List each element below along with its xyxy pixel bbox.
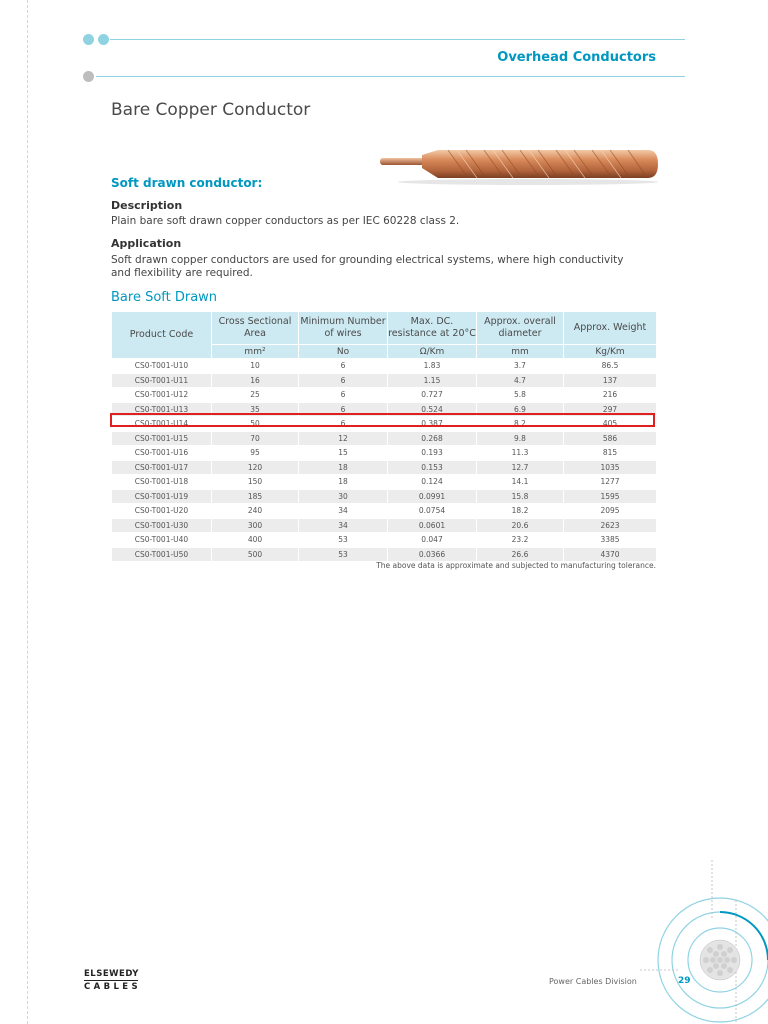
spec-table-body	[112, 359, 657, 562]
cell-dc-resistance: 0.387	[388, 417, 477, 432]
cell-cross-section: 240	[212, 504, 299, 519]
cell-weight: 216	[564, 388, 657, 403]
cell-dc-resistance: 0.0991	[388, 489, 477, 504]
cell-diameter: 18.2	[477, 504, 564, 519]
cell-dc-resistance: 0.0754	[388, 504, 477, 519]
cell-min-wires: 6	[299, 388, 388, 403]
description-text: Plain bare soft drawn copper conductors as per IEC 60228 class 2.	[111, 215, 460, 227]
logo-line-2: CABLES	[84, 982, 142, 992]
description-label: Description	[111, 199, 183, 212]
table-row	[112, 446, 657, 461]
table-row	[112, 460, 657, 475]
cell-min-wires: 30	[299, 489, 388, 504]
cell-diameter: 23.2	[477, 533, 564, 548]
cell-min-wires: 18	[299, 475, 388, 490]
col-header-weight: Approx. Weight	[564, 312, 657, 345]
cell-diameter: 3.7	[477, 359, 564, 374]
cell-weight: 3385	[564, 533, 657, 548]
cell-weight: 815	[564, 446, 657, 461]
cell-weight: 1595	[564, 489, 657, 504]
header-rule-top	[110, 39, 685, 40]
cell-min-wires: 12	[299, 431, 388, 446]
cell-min-wires: 6	[299, 417, 388, 432]
cell-min-wires: 18	[299, 460, 388, 475]
cell-min-wires: 53	[299, 533, 388, 548]
cell-cross-section: 150	[212, 475, 299, 490]
cell-min-wires: 6	[299, 359, 388, 374]
cell-diameter: 12.7	[477, 460, 564, 475]
cell-diameter: 14.1	[477, 475, 564, 490]
cell-product-code: CS0-T001-U30	[112, 518, 212, 533]
cell-weight: 1277	[564, 475, 657, 490]
cell-diameter: 11.3	[477, 446, 564, 461]
cell-product-code: CS0-T001-U10	[112, 359, 212, 374]
cell-min-wires: 34	[299, 518, 388, 533]
cell-dc-resistance: 1.15	[388, 373, 477, 388]
page-title: Bare Copper Conductor	[111, 100, 311, 120]
cell-diameter: 6.9	[477, 402, 564, 417]
cell-weight: 2623	[564, 518, 657, 533]
cell-weight: 405	[564, 417, 657, 432]
page-edge-guide	[27, 0, 28, 1024]
table-row	[112, 533, 657, 548]
cell-product-code: CS0-T001-U17	[112, 460, 212, 475]
cell-weight: 586	[564, 431, 657, 446]
table-row	[112, 431, 657, 446]
cell-cross-section: 25	[212, 388, 299, 403]
elsewedy-logo	[84, 969, 140, 992]
table-title: Bare Soft Drawn	[111, 290, 218, 305]
cell-product-code: CS0-T001-U14	[112, 417, 212, 432]
cell-min-wires: 6	[299, 373, 388, 388]
col-header-dc-resistance: Max. DC. resistance at 20°C	[388, 312, 477, 345]
section-title: Soft drawn conductor:	[111, 176, 263, 190]
cell-cross-section: 95	[212, 446, 299, 461]
cell-diameter: 8.2	[477, 417, 564, 432]
cell-cross-section: 120	[212, 460, 299, 475]
cell-product-code: CS0-T001-U12	[112, 388, 212, 403]
cell-dc-resistance: 0.047	[388, 533, 477, 548]
cell-weight: 1035	[564, 460, 657, 475]
table-row	[112, 402, 657, 417]
cell-dc-resistance: 0.268	[388, 431, 477, 446]
unit-weight: Kg/Km	[564, 345, 657, 359]
cell-product-code: CS0-T001-U11	[112, 373, 212, 388]
cell-min-wires: 34	[299, 504, 388, 519]
cell-cross-section: 300	[212, 518, 299, 533]
cell-weight: 297	[564, 402, 657, 417]
application-text: Soft drawn copper conductors are used for grounding electrical systems, where high conductivity and flexibility are required.	[111, 254, 624, 279]
cell-diameter: 15.8	[477, 489, 564, 504]
cell-cross-section: 70	[212, 431, 299, 446]
unit-cross-section: mm²	[212, 345, 299, 359]
cell-cross-section: 10	[212, 359, 299, 374]
cell-dc-resistance: 0.524	[388, 402, 477, 417]
cell-dc-resistance: 0.727	[388, 388, 477, 403]
cell-cross-section: 500	[212, 547, 299, 562]
unit-diameter: mm	[477, 345, 564, 359]
header-dot-2	[98, 34, 109, 45]
cell-product-code: CS0-T001-U20	[112, 504, 212, 519]
cell-product-code: CS0-T001-U40	[112, 533, 212, 548]
table-row	[112, 417, 657, 432]
cell-product-code: CS0-T001-U18	[112, 475, 212, 490]
spec-table	[111, 311, 657, 562]
cell-diameter: 9.8	[477, 431, 564, 446]
col-header-min-wires: Minimum Number of wires	[299, 312, 388, 345]
cell-dc-resistance: 1.83	[388, 359, 477, 374]
table-row	[112, 504, 657, 519]
table-row	[112, 475, 657, 490]
cell-min-wires: 6	[299, 402, 388, 417]
table-row	[112, 388, 657, 403]
table-row	[112, 547, 657, 562]
footer-division: Power Cables Division	[549, 977, 637, 986]
table-row	[112, 373, 657, 388]
cell-dc-resistance: 0.193	[388, 446, 477, 461]
page-number: 29	[678, 976, 691, 986]
header-title: Overhead Conductors	[497, 50, 656, 65]
cell-dc-resistance: 0.0601	[388, 518, 477, 533]
cable-cross-section-emblem	[640, 860, 768, 1024]
cell-product-code: CS0-T001-U13	[112, 402, 212, 417]
col-header-diameter: Approx. overall diameter	[477, 312, 564, 345]
logo-rule	[84, 980, 138, 981]
cell-min-wires: 15	[299, 446, 388, 461]
cell-diameter: 5.8	[477, 388, 564, 403]
application-label: Application	[111, 237, 182, 250]
cell-cross-section: 400	[212, 533, 299, 548]
logo-line-1: ELSEWEDY	[84, 969, 139, 979]
cell-dc-resistance: 0.153	[388, 460, 477, 475]
cell-weight: 2095	[564, 504, 657, 519]
unit-dc-resistance: Ω/Km	[388, 345, 477, 359]
table-row	[112, 518, 657, 533]
cell-weight: 137	[564, 373, 657, 388]
cell-cross-section: 16	[212, 373, 299, 388]
cell-dc-resistance: 0.124	[388, 475, 477, 490]
cell-dc-resistance: 0.0366	[388, 547, 477, 562]
table-note: The above data is approximate and subjected to manufacturing tolerance.	[376, 561, 656, 570]
cell-diameter: 20.6	[477, 518, 564, 533]
cell-product-code: CS0-T001-U50	[112, 547, 212, 562]
copper-conductor-image	[378, 146, 660, 186]
table-row	[112, 489, 657, 504]
cell-product-code: CS0-T001-U15	[112, 431, 212, 446]
cell-weight: 4370	[564, 547, 657, 562]
header-rule-bottom	[96, 76, 685, 77]
col-header-product-code: Product Code	[112, 312, 212, 359]
header-dot-3	[83, 71, 94, 82]
cell-product-code: CS0-T001-U19	[112, 489, 212, 504]
cell-diameter: 26.6	[477, 547, 564, 562]
cell-weight: 86.5	[564, 359, 657, 374]
cell-product-code: CS0-T001-U16	[112, 446, 212, 461]
header-dot-1	[83, 34, 94, 45]
cell-cross-section: 35	[212, 402, 299, 417]
cell-diameter: 4.7	[477, 373, 564, 388]
cell-min-wires: 53	[299, 547, 388, 562]
cell-cross-section: 50	[212, 417, 299, 432]
unit-min-wires: No	[299, 345, 388, 359]
cell-cross-section: 185	[212, 489, 299, 504]
col-header-cross-section: Cross Sectional Area	[212, 312, 299, 345]
table-row	[112, 359, 657, 374]
